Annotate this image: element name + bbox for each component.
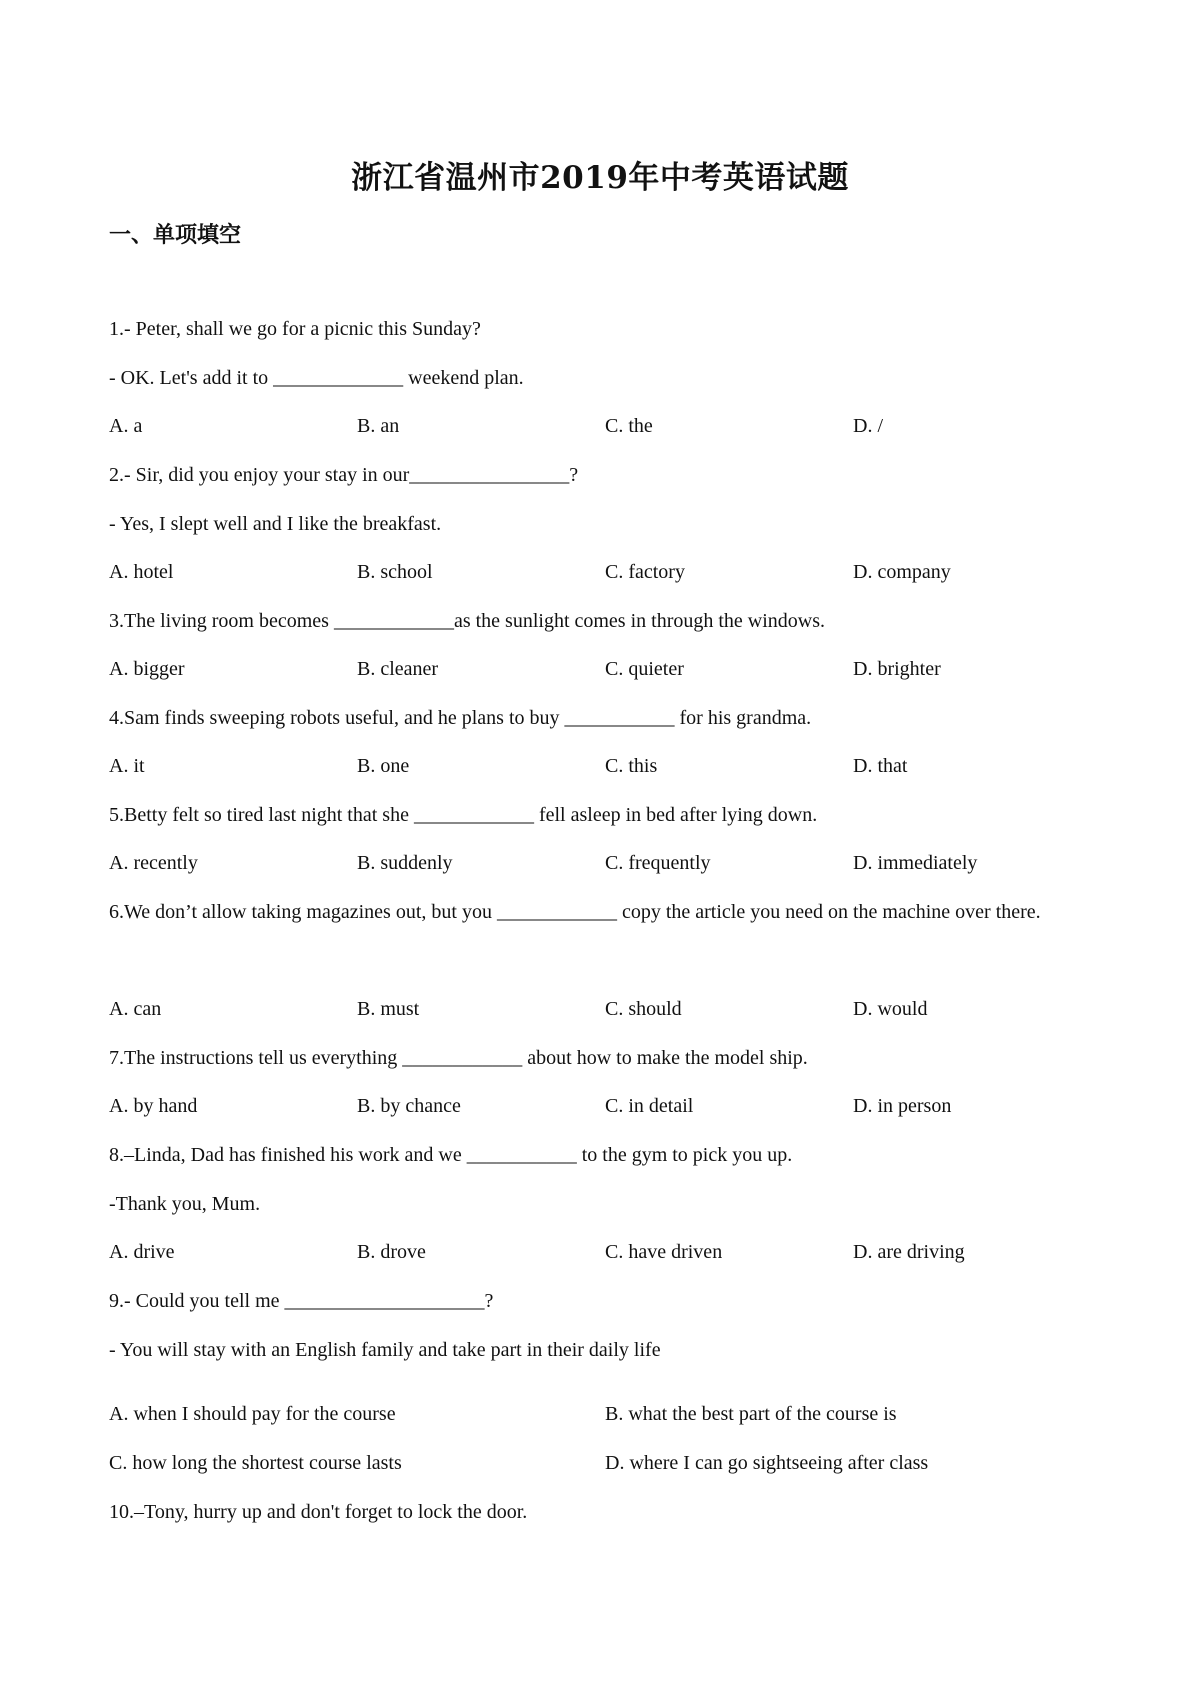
question-9-option-a: A. when I should pay for the course — [109, 1403, 396, 1425]
question-6-stem: 6.We don’t allow taking magazines out, but you ____________ copy the article you need on the machine over there. — [109, 901, 1041, 923]
question-7-stem: 7.The instructions tell us everything ____________ about how to make the model ship. — [109, 1047, 808, 1069]
question-5-option-c: C. frequently — [605, 852, 711, 874]
question-7-option-c: C. in detail — [605, 1095, 694, 1117]
question-7-option-b: B. by chance — [357, 1095, 461, 1117]
question-2-option-b: B. school — [357, 561, 433, 583]
question-4-option-c: C. this — [605, 755, 658, 777]
question-1-response: - OK. Let's add it to _____________ weekend plan. — [109, 367, 524, 389]
question-4-option-d: D. that — [853, 755, 908, 777]
question-4-option-a: A. it — [109, 755, 145, 777]
question-4-option-b: B. one — [357, 755, 410, 777]
question-4-stem: 4.Sam finds sweeping robots useful, and he plans to buy ___________ for his grandma. — [109, 707, 812, 729]
question-5-option-a: A. recently — [109, 852, 198, 874]
question-1-stem: 1.- Peter, shall we go for a picnic this Sunday? — [109, 318, 481, 340]
question-2-response: - Yes, I slept well and I like the breakfast. — [109, 513, 442, 535]
question-3-option-a: A. bigger — [109, 658, 185, 680]
page-title: 浙江省温州市2019年中考英语试题 — [351, 160, 849, 196]
question-1-option-a: A. a — [109, 415, 143, 437]
question-3-stem: 3.The living room becomes ____________as the sunlight comes in through the windows. — [109, 610, 826, 632]
question-6-option-a: A. can — [109, 998, 162, 1020]
section-heading: 一、单项填空 — [109, 223, 242, 248]
question-2-option-c: C. factory — [605, 561, 685, 583]
question-8-option-b: B. drove — [357, 1241, 426, 1263]
question-5-option-b: B. suddenly — [357, 852, 453, 874]
question-9-option-c: C. how long the shortest course lasts — [109, 1452, 402, 1474]
question-9-option-b: B. what the best part of the course is — [605, 1403, 897, 1425]
question-2-option-a: A. hotel — [109, 561, 174, 583]
question-6-option-c: C. should — [605, 998, 682, 1020]
question-5-option-d: D. immediately — [853, 852, 978, 874]
question-9-option-d: D. where I can go sightseeing after class — [605, 1452, 929, 1474]
question-3-option-b: B. cleaner — [357, 658, 439, 680]
question-8-option-a: A. drive — [109, 1241, 175, 1263]
question-6-option-d: D. would — [853, 998, 928, 1020]
question-9-response: - You will stay with an English family and take part in their daily life — [109, 1339, 661, 1361]
question-8-option-c: C. have driven — [605, 1241, 723, 1263]
question-7-option-a: A. by hand — [109, 1095, 198, 1117]
question-8-stem: 8.–Linda, Dad has finished his work and we ___________ to the gym to pick you up. — [109, 1144, 793, 1166]
question-8-option-d: D. are driving — [853, 1241, 965, 1263]
question-1-option-d: D. / — [853, 415, 883, 437]
question-6-option-b: B. must — [357, 998, 420, 1020]
question-1-option-c: C. the — [605, 415, 653, 437]
question-9-stem: 9.- Could you tell me ____________________? — [109, 1290, 494, 1312]
question-10-stem: 10.–Tony, hurry up and don't forget to lock the door. — [109, 1501, 528, 1523]
question-8-response: -Thank you, Mum. — [109, 1193, 261, 1215]
question-1-option-b: B. an — [357, 415, 400, 437]
question-7-option-d: D. in person — [853, 1095, 952, 1117]
question-3-option-d: D. brighter — [853, 658, 941, 680]
question-2-option-d: D. company — [853, 561, 951, 583]
question-2-stem: 2.- Sir, did you enjoy your stay in our________________? — [109, 464, 579, 486]
question-5-stem: 5.Betty felt so tired last night that she ____________ fell asleep in bed after lying down. — [109, 804, 818, 826]
question-3-option-c: C. quieter — [605, 658, 684, 680]
